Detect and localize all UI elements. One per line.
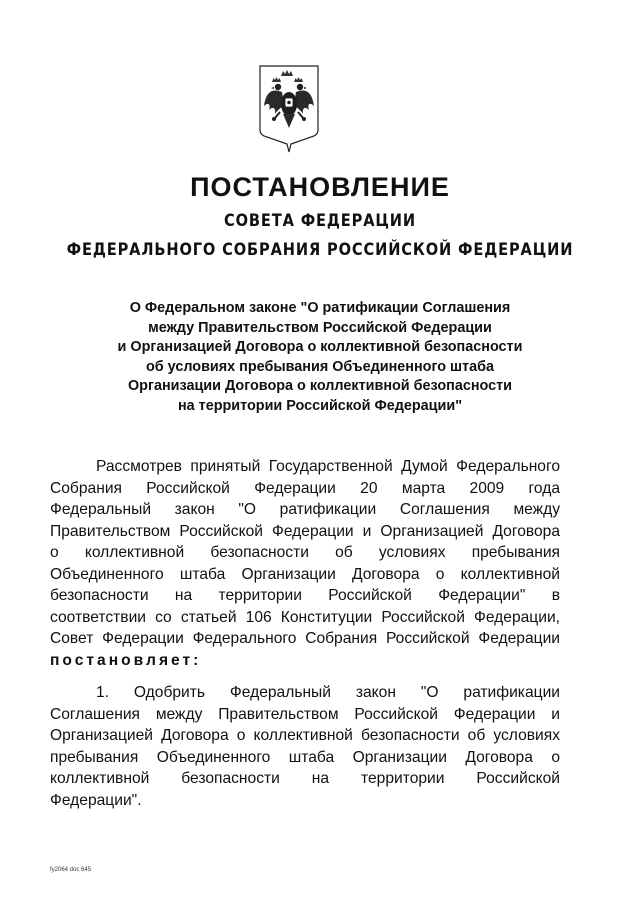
clause-line: 1. Одобрить Федеральный закон "О ратификации <box>96 684 560 701</box>
clause-line: коллективной безопасности на территории Российской <box>50 770 560 787</box>
resolves-word: постановляет: <box>50 651 202 669</box>
clause-line: Соглашения между Правительством Российской Федерации и <box>50 705 560 723</box>
subject-line: О Федеральном законе "О ратификации Соглашения <box>129 300 511 316</box>
document-title: ПОСТАНОВЛЕНИЕ <box>190 172 450 202</box>
preamble-line: о коллективной безопасности об условиях пребывания <box>50 544 560 561</box>
preamble-line: Правительством Российской Федерации и Организацией Договора <box>50 522 560 540</box>
subject-line: Организации Договора о коллективной безопасности <box>127 378 513 395</box>
preamble-line: Федеральный закон "О ратификации Соглашения между <box>50 501 560 518</box>
clause-1-paragraph <box>50 682 560 811</box>
issuing-body-line-2: ФЕДЕРАЛЬНОГО СОБРАНИЯ РОССИЙСКОЙ ФЕДЕРАЦИИ <box>66 240 574 260</box>
issuing-body-line-1: СОВЕТА ФЕДЕРАЦИИ <box>224 211 416 231</box>
resolution-subject <box>60 299 580 417</box>
preamble-line: соответствии со статьей 106 Конституции Российской Федерации, <box>50 608 560 626</box>
preamble-line: Совет Федерации Федерального Собрания Российской Федерации <box>50 630 560 647</box>
clause-line: Организацией Договора о коллективной безопасности об условиях <box>50 727 560 744</box>
document-code: fy2064 doc 645 <box>50 867 92 873</box>
preamble-line: Собрания Российской Федерации 20 марта 2009 года <box>50 479 560 497</box>
clause-line: Федерации". <box>50 791 142 809</box>
subject-line: между Правительством Российской Федерации <box>148 319 492 336</box>
preamble-line: Объединенного штаба Организации Договора о коллективной <box>50 565 560 583</box>
subject-line: и Организацией Договора о коллективной безопасности <box>117 339 523 356</box>
subject-line: об условиях пребывания Объединенного штаба <box>146 358 494 375</box>
preamble-paragraph <box>50 456 560 671</box>
coat-of-arms-icon <box>254 62 324 154</box>
subject-line: на территории Российской Федерации" <box>177 397 463 414</box>
clause-line: пребывания Объединенного штаба Организации Договора о <box>50 748 560 766</box>
preamble-line: Рассмотрев принятый Государственной Думой Федерального <box>96 458 560 475</box>
preamble-line: безопасности на территории Российской Федерации" в <box>50 587 560 604</box>
